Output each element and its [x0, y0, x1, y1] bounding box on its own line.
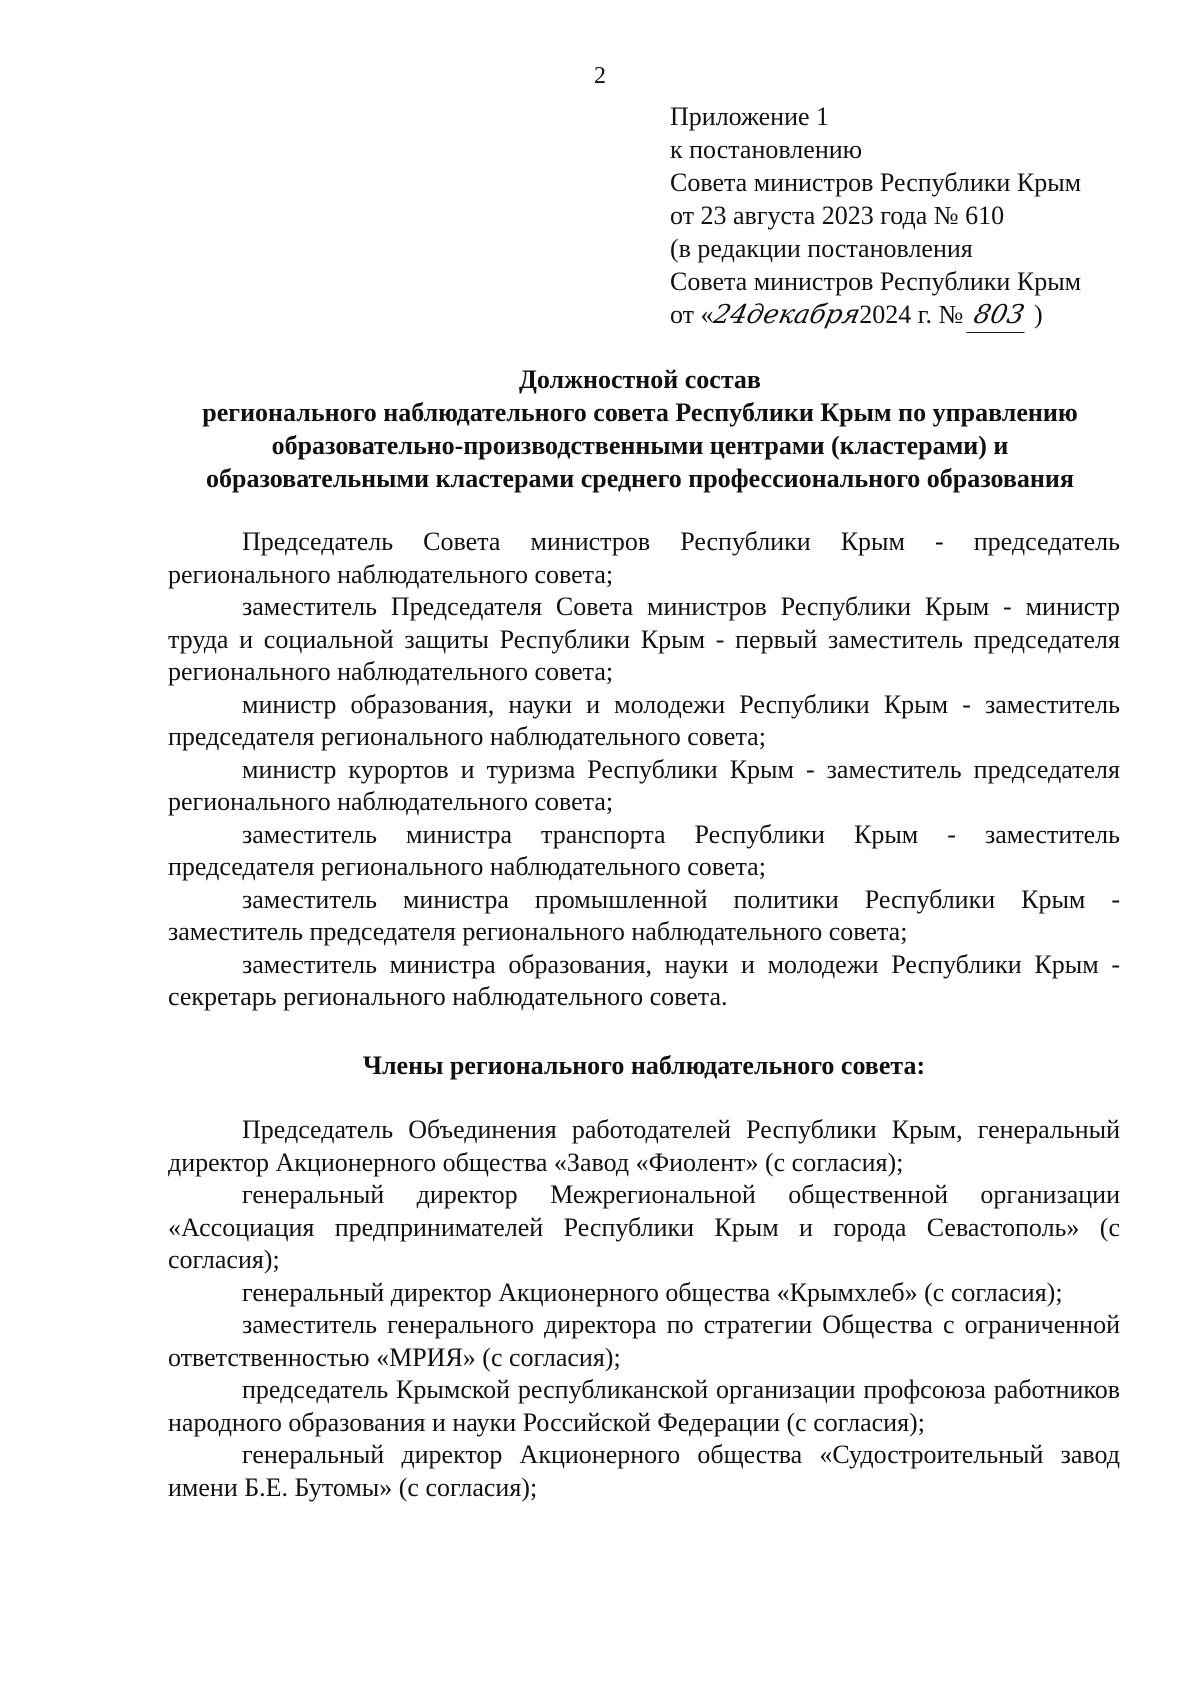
- member-item: генеральный директор Акционерного общества «Судостроительный завод имени Б.Е. Бутомы» (с согласия);: [168, 1440, 1120, 1502]
- appendix-date-line: [670, 298, 1170, 333]
- composition-item: заместитель министра промышленной политики Республики Крым - заместитель председателя регионального наблюдательного совета;: [168, 884, 1120, 946]
- appendix-line: Совета министров Республики Крым: [670, 168, 1082, 197]
- members-heading: Члены регионального наблюдательного совета:: [362, 1051, 926, 1080]
- title-line: регионального наблюдательного совета Республики Крым по управлению: [202, 398, 1078, 427]
- title-line: образовательно-производственными центрами (кластерами) и: [271, 431, 1009, 460]
- appendix-line: к постановлению: [670, 135, 863, 164]
- member-item: генеральный директор Межрегиональной общественной организации «Ассоциация предпринимателей Республики Крым и города Севастополь» (с согласия);: [168, 1180, 1120, 1274]
- composition-item: заместитель министра транспорта Республики Крым - заместитель председателя регионального наблюдательного совета;: [168, 819, 1120, 881]
- title-line: Должностной состав: [519, 365, 761, 394]
- appendix-line: (в редакции постановления: [670, 234, 973, 263]
- member-item: Председатель Объединения работодателей Республики Крым, генеральный директор Акционерного общества «Завод «Фиолент» (с согласия);: [168, 1115, 1120, 1177]
- composition-item: Председатель Совета министров Республики Крым - председатель регионального наблюдательного совета;: [168, 527, 1120, 589]
- composition-list: [168, 526, 1120, 1014]
- composition-item: заместитель министра образования, науки и молодежи Республики Крым - секретарь регионального наблюдательного совета.: [168, 949, 1120, 1011]
- appendix-header: [670, 100, 1170, 333]
- page-number: 2: [594, 63, 606, 89]
- members-list: [168, 1114, 1120, 1504]
- composition-item: министр образования, науки и молодежи Республики Крым - заместитель председателя регионального наблюдательного совета;: [168, 689, 1120, 751]
- composition-item: министр курортов и туризма Республики Крым - заместитель председателя регионального наблюдательного совета;: [168, 754, 1120, 816]
- handwritten-day: 24: [710, 300, 750, 330]
- appendix-line: Совета министров Республики Крым: [670, 267, 1082, 296]
- member-item: заместитель генерального директора по стратегии Общества с ограниченной ответственностью «МРИЯ» (с согласия);: [168, 1310, 1120, 1372]
- title-line: образовательными кластерами среднего профессионального образования: [206, 464, 1074, 493]
- date-suffix: ): [1033, 300, 1043, 329]
- date-prefix: от «: [670, 300, 714, 329]
- document-title: [100, 363, 1180, 495]
- member-item: генеральный директор Акционерного общества «Крымхлеб» (с согласия);: [242, 1277, 1063, 1307]
- member-item: председатель Крымской республиканской организации профсоюза работников народного образования и науки Российской Федерации (с согласия);: [168, 1375, 1120, 1437]
- appendix-line: от 23 августа 2023 года № 610: [670, 201, 1005, 230]
- date-year: 2024 г. №: [859, 300, 964, 329]
- handwritten-number: 803: [966, 299, 1031, 333]
- composition-item: заместитель Председателя Совета министров Республики Крым - министр труда и социальной защиты Республики Крым - первый заместитель председателя регионального наблюдательного совета;: [168, 592, 1120, 686]
- appendix-line: Приложение 1: [670, 102, 830, 131]
- handwritten-month: декабря: [743, 300, 863, 330]
